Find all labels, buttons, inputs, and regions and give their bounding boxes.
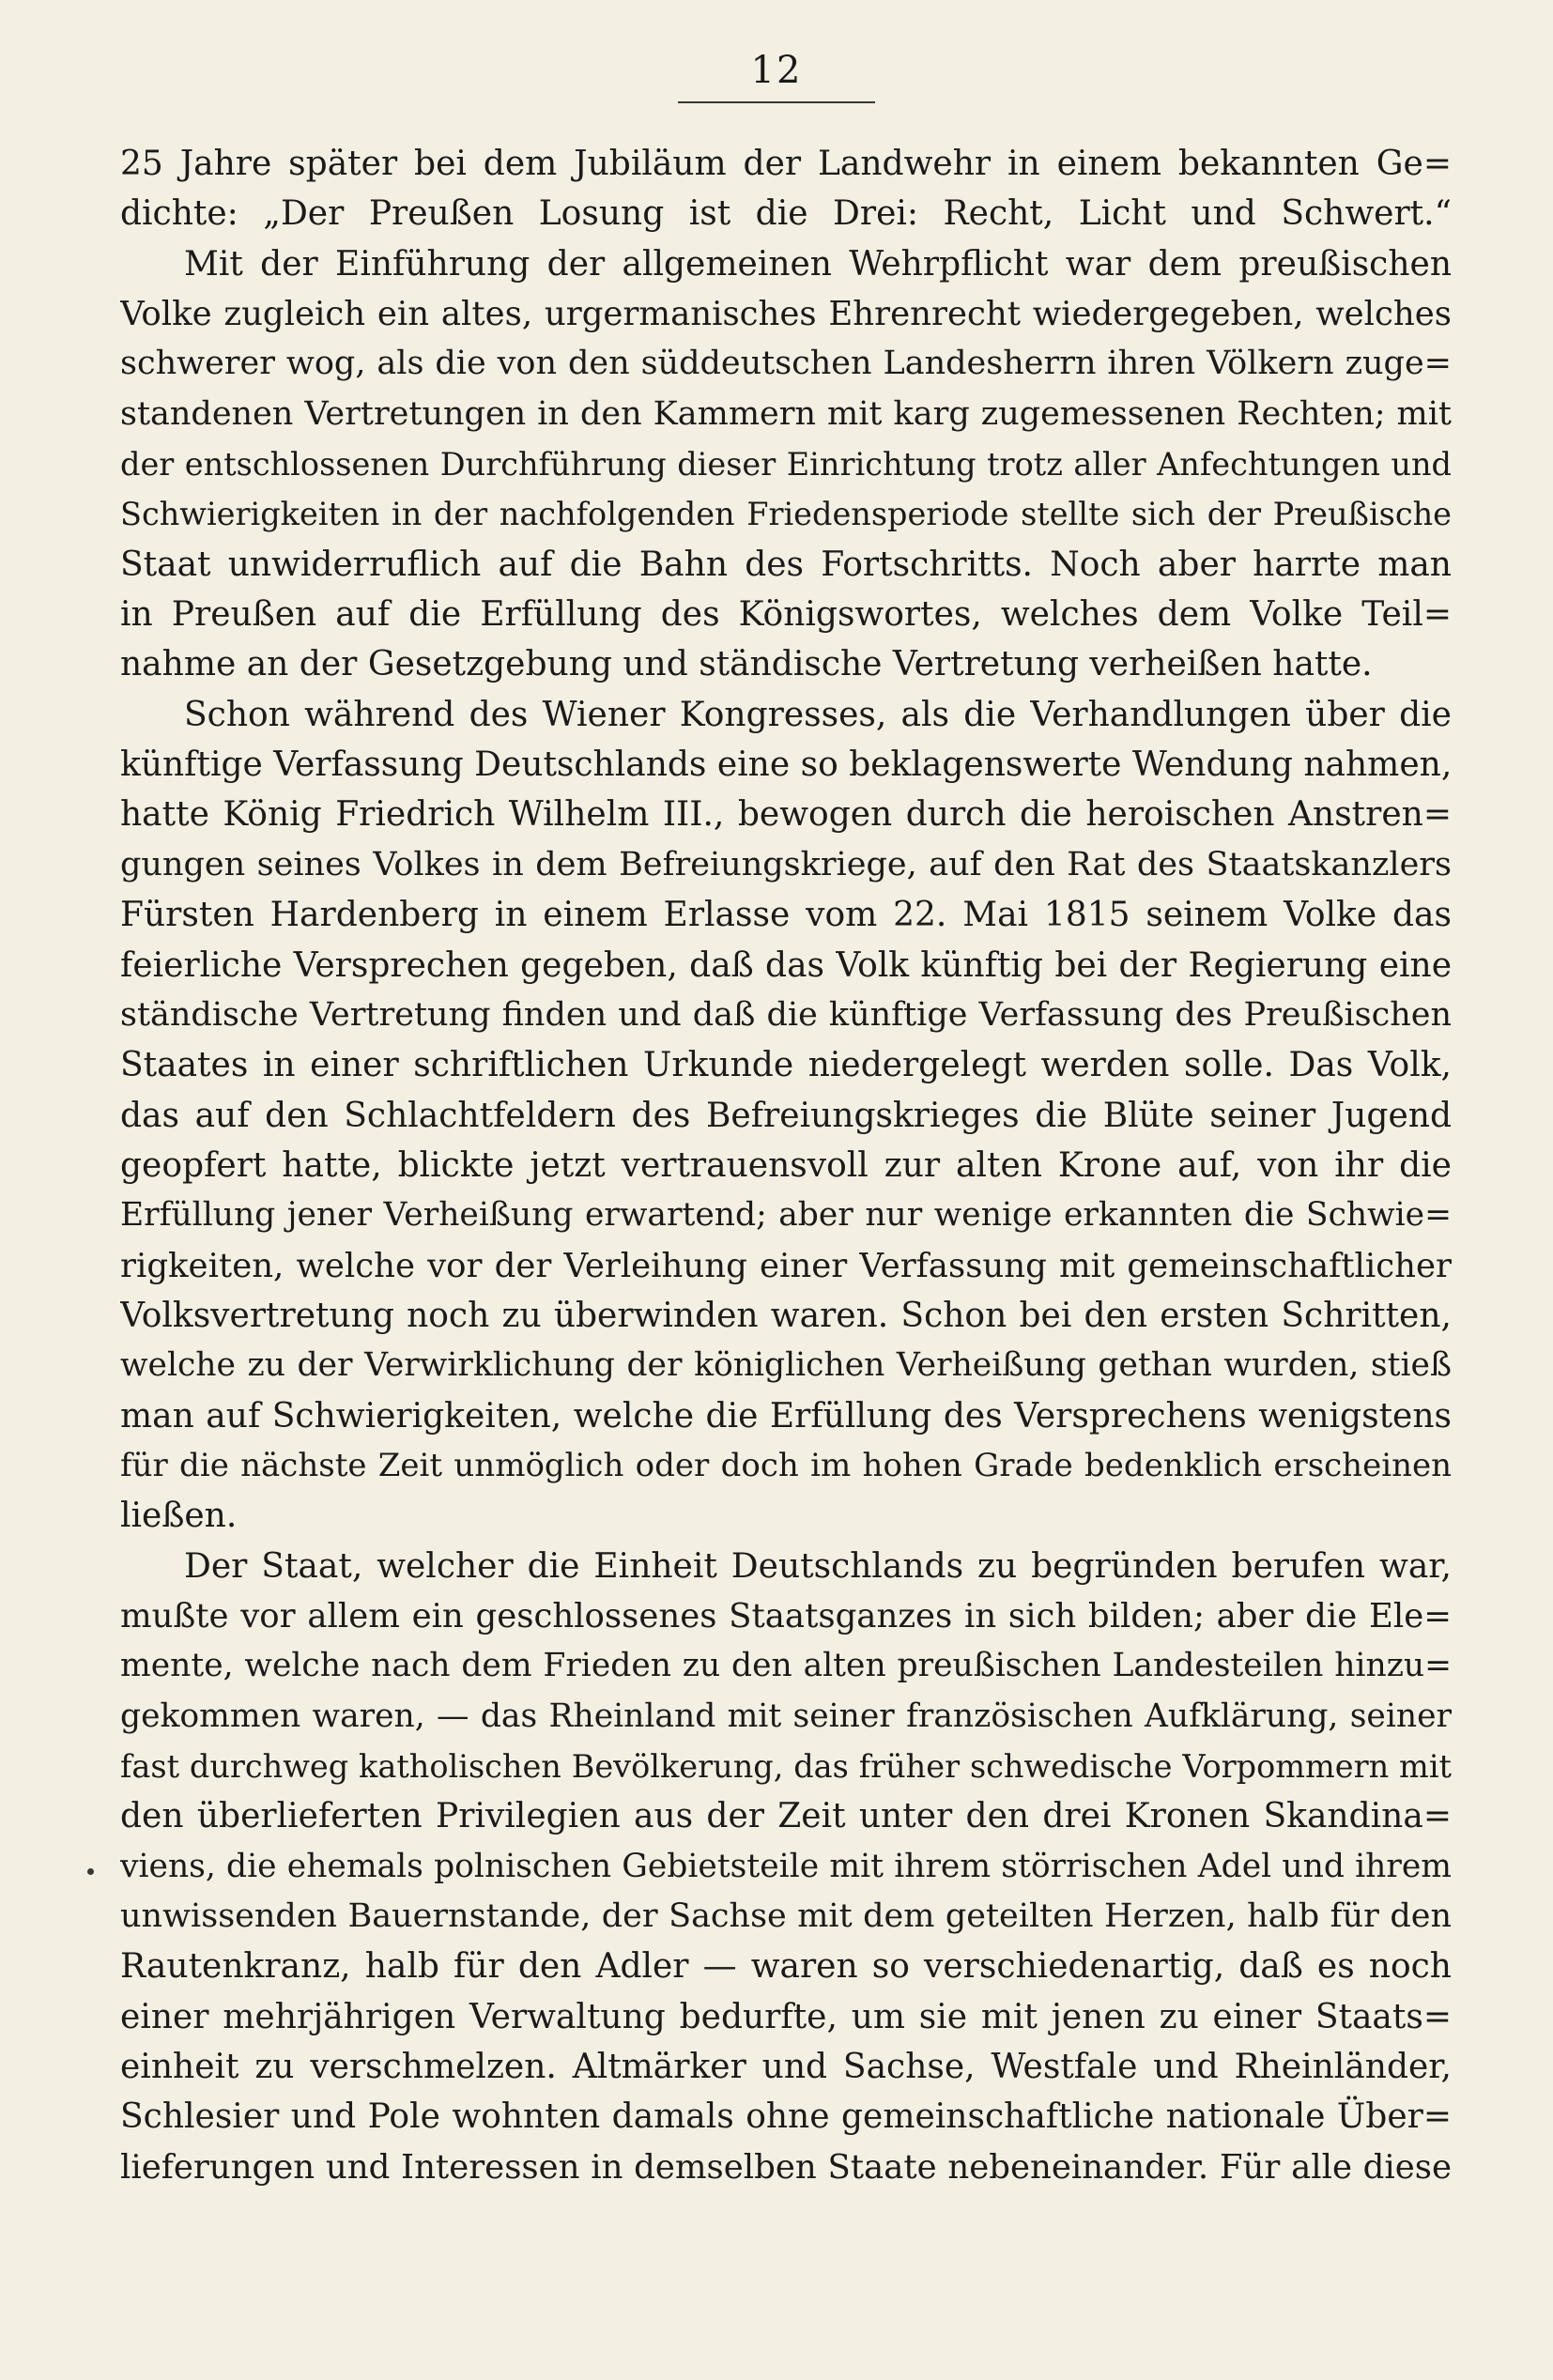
text-line: feierliche Versprechen gegeben, daß das Volk künftig bei der Regierung eine xyxy=(120,945,1452,985)
text-line: das auf den Schlachtfeldern des Befreiungskrieges die Blüte seiner Jugend xyxy=(120,1096,1452,1135)
page-number-rule xyxy=(678,101,875,103)
text-line: hatte König Friedrich Wilhelm III., bewogen durch die heroischen Anstren= xyxy=(120,795,1452,835)
margin-dot xyxy=(87,1868,94,1875)
text-line: mußte vor allem ein geschlossenes Staatsganzes in sich bilden; aber die Ele= xyxy=(120,1596,1452,1635)
text-line: in Preußen auf die Erfüllung des Königswortes, welches dem Volke Teil= xyxy=(120,595,1452,635)
text-line: rigkeiten, welche vor der Verleihung einer Verfassung mit gemeinschaftlicher xyxy=(120,1246,1452,1285)
text-line: Schwierigkeiten in der nachfolgenden Friedensperiode stellte sich der Preußische xyxy=(120,496,1452,533)
text-line: mente, welche nach dem Frieden zu den alten preußischen Landesteilen hinzu= xyxy=(120,1647,1452,1685)
text-line: nahme an der Gesetzgebung und ständische Vertretung verheißen hatte. xyxy=(120,645,1373,684)
body-text xyxy=(120,139,1452,2192)
text-line: man auf Schwierigkeiten, welche die Erfüllung des Versprechens wenigstens xyxy=(120,1396,1452,1436)
text-line: unwissenden Bauernstande, der Sachse mit dem geteilten Herzen, halb für den xyxy=(120,1897,1452,1936)
text-line: 25 Jahre später bei dem Jubiläum der Landwehr in einem bekannten Ge= xyxy=(120,145,1452,183)
text-line: für die nächste Zeit unmöglich oder doch im hohen Grade bedenklich erscheinen xyxy=(120,1446,1452,1484)
text-line: Der Staat, welcher die Einheit Deutschlands zu begründen berufen war, xyxy=(184,1546,1452,1586)
text-line: gekommen waren, — das Rheinland mit seiner französischen Aufklärung, seiner xyxy=(120,1697,1452,1735)
text-line: ständische Vertretung finden und daß die künftige Verfassung des Preußischen xyxy=(120,995,1452,1034)
text-line: der entschlossenen Durchführung dieser Einrichtung trotz aller Anfechtungen und xyxy=(120,446,1452,484)
text-line: standenen Vertretungen in den Kammern mit karg zugemessenen Rechten; mit xyxy=(120,394,1452,433)
text-line: einer mehrjährigen Verwaltung bedurfte, um sie mit jenen zu einer Staats= xyxy=(120,1997,1452,2036)
text-line: dichte: „Der Preußen Losung ist die Drei: Recht, Licht und Schwert.“ xyxy=(120,194,1452,234)
text-line: fast durchweg katholischen Bevölkerung, das früher schwedische Vorpommern mit xyxy=(120,1748,1452,1785)
text-line: Erfüllung jener Verheißung erwartend; aber nur wenige erkannten die Schwie= xyxy=(120,1196,1452,1235)
text-line: Staates in einer schriftlichen Urkunde niedergelegt werden solle. Das Volk, xyxy=(120,1046,1452,1085)
text-line: Staat unwiderruflich auf die Bahn des Fortschritts. Noch aber harrte man xyxy=(120,545,1452,584)
text-line: viens, die ehemals polnischen Gebietsteile mit ihrem störrischen Adel und ihrem xyxy=(120,1847,1452,1885)
text-line: den überlieferten Privilegien aus der Zeit unter den drei Kronen Skandina= xyxy=(120,1797,1452,1836)
page-number: 12 xyxy=(750,49,803,92)
text-line: künftige Verfassung Deutschlands eine so beklagenswerte Wendung nahmen, xyxy=(120,745,1452,785)
text-line: schwerer wog, als die von den süddeutschen Landesherrn ihren Völkern zuge= xyxy=(120,345,1452,383)
text-line: geopfert hatte, blickte jetzt vertrauensvoll zur alten Krone auf, von ihr die xyxy=(120,1145,1452,1185)
text-line: ließen. xyxy=(120,1497,238,1536)
text-line: Fürsten Hardenberg in einem Erlasse vom 22. Mai 1815 seinem Volke das xyxy=(120,896,1452,935)
text-line: Rautenkranz, halb für den Adler — waren so verschiedenartig, daß es noch xyxy=(120,1947,1452,1987)
text-line: Schlesier und Pole wohnten damals ohne gemeinschaftliche nationale Über= xyxy=(120,2097,1452,2137)
text-line: Schon während des Wiener Kongresses, als die Verhandlungen über die xyxy=(184,695,1452,734)
text-line: Mit der Einführung der allgemeinen Wehrpflicht war dem preußischen xyxy=(184,244,1452,284)
text-line: welche zu der Verwirklichung der königlichen Verheißung gethan wurden, stieß xyxy=(120,1346,1452,1385)
text-line: Volksvertretung noch zu überwinden waren. Schon bei den ersten Schritten, xyxy=(120,1296,1452,1335)
text-line: lieferungen und Interessen in demselben Staate nebeneinander. Für alle diese xyxy=(120,2147,1452,2187)
text-line: gungen seines Volkes in dem Befreiungskriege, auf den Rat des Staatskanzlers xyxy=(120,845,1452,883)
text-line: einheit zu verschmelzen. Altmärker und Sachse, Westfale und Rheinländer, xyxy=(120,2048,1452,2087)
text-line: Volke zugleich ein altes, urgermanisches Ehrenrecht wiedergegeben, welches xyxy=(120,295,1452,334)
